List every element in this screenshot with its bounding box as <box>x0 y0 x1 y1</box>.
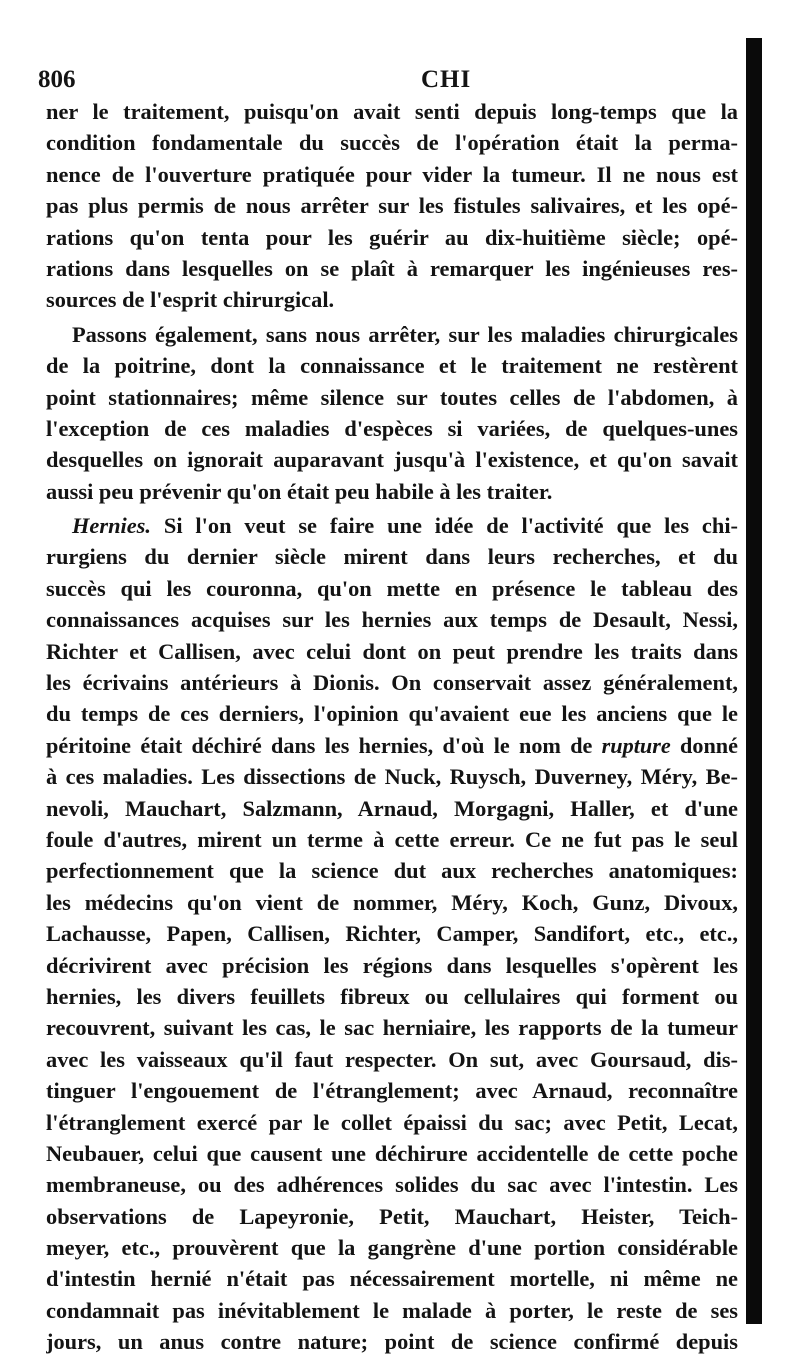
text-line: point stationnaires; même silence sur toutes celles de l'abdomen, à <box>46 384 738 410</box>
text-line <box>46 730 738 761</box>
text-line: rations dans lesquelles on se plaît à remarquer les ingénieuses res- <box>46 255 738 281</box>
text-line: condamnait pas inévitablement le malade à porter, le reste de ses <box>46 1297 738 1323</box>
text-line: recouvrent, suivant les cas, le sac herniaire, les rapports de la tumeur <box>46 1015 738 1041</box>
text-line: ner le traitement, puisqu'on avait senti depuis long-temps que la <box>46 99 738 124</box>
text-line: Richter et Callisen, avec celui dont on peut prendre les traits dans <box>46 638 738 664</box>
text-line: sources de l'esprit chirurgical. <box>46 287 335 313</box>
text-line: du temps de ces derniers, l'opinion qu'avaient eue les anciens que le <box>46 701 738 727</box>
page-edge-shadow <box>746 38 762 1324</box>
text-line: décrivirent avec précision les régions dans lesquelles s'opèrent les <box>46 952 738 978</box>
text-line: meyer, etc., prouvèrent que la gangrène d'une portion considérable <box>46 1235 738 1261</box>
text-segment: péritoine était déchiré dans les hernies, d'où le nom de <box>46 732 602 758</box>
text-line: connaissances acquises sur les hernies aux temps de Desault, Nessi, <box>46 607 738 633</box>
text-line: Neubauer, celui que causent une déchirure accidentelle de cette poche <box>46 1140 738 1166</box>
text-line: l'exception de ces maladies d'espèces si variées, de quelques-unes <box>46 415 738 441</box>
text-segment: donné <box>670 732 738 758</box>
text-line: les médecins qu'on vient de nommer, Méry, Koch, Gunz, Divoux, <box>46 889 738 915</box>
text-line: hernies, les divers feuillets fibreux ou cellulaires qui forment ou <box>46 983 738 1009</box>
text-line: Passons également, sans nous arrêter, sur les maladies chirurgicales <box>72 321 738 347</box>
text-line: tinguer l'engouement de l'étranglement; avec Arnaud, reconnaître <box>46 1078 738 1104</box>
text-line: membraneuse, ou des adhérences solides du sac avec l'intestin. Les <box>46 1172 738 1198</box>
text-line: pas plus permis de nous arrêter sur les fistules salivaires, et les opé- <box>46 193 738 219</box>
text-line: aussi peu prévenir qu'on était peu habile à les traiter. <box>46 478 553 504</box>
text-line: de la poitrine, dont la connaissance et le traitement ne restèrent <box>46 353 738 379</box>
text-line: rations qu'on tenta pour les guérir au dix-huitième siècle; opé- <box>46 224 738 250</box>
text-line: l'étranglement exercé par le collet épaissi du sac; avec Petit, Lecat, <box>46 1109 738 1135</box>
paragraph-2 <box>46 319 738 507</box>
text-line <box>46 510 738 541</box>
text-line: condition fondamentale du succès de l'opération était la perma- <box>46 130 738 156</box>
text-line: nence de l'ouverture pratiquée pour vider la tumeur. Il ne nous est <box>46 161 738 187</box>
text-line: desquelles on ignorait auparavant jusqu'à l'existence, et qu'on savait <box>46 447 738 473</box>
text-line: observations de Lapeyronie, Petit, Mauchart, Heister, Teich- <box>46 1203 738 1229</box>
text-line: Lachausse, Papen, Callisen, Richter, Camper, Sandifort, etc., etc., <box>46 921 738 947</box>
text-line: jours, un anus contre nature; point de science confirmé depuis <box>46 1329 738 1355</box>
paragraph-3 <box>46 510 738 1358</box>
text-line: avec les vaisseaux qu'il faut respecter. On sut, avec Goursaud, dis- <box>46 1046 738 1072</box>
text-line: d'intestin hernié n'était pas nécessairement mortelle, ni même ne <box>46 1266 738 1292</box>
running-head: CHI <box>421 66 472 93</box>
text-line: succès qui les couronna, qu'on mette en présence le tableau des <box>46 575 738 601</box>
text-segment: Si l'on veut se faire une idée de l'activité que les chi- <box>151 513 738 539</box>
text-line: les écrivains antérieurs à Dionis. On conservait assez généralement, <box>46 670 738 696</box>
text-line: perfectionnement que la science dut aux recherches anatomiques: <box>46 858 738 884</box>
page-number: 806 <box>38 66 76 93</box>
section-heading-hernies: Hernies. <box>72 513 151 539</box>
paragraph-1 <box>46 96 738 316</box>
body-text <box>46 96 738 1358</box>
text-line: à ces maladies. Les dissections de Nuck, Ruysch, Duverney, Méry, Be- <box>46 764 738 790</box>
text-line: nevoli, Mauchart, Salzmann, Arnaud, Morgagni, Haller, et d'une <box>46 795 738 821</box>
text-line: rurgiens du dernier siècle mirent dans leurs recherches, et du <box>46 544 738 570</box>
italic-term-rupture: rupture <box>601 732 671 758</box>
text-line: foule d'autres, mirent un terme à cette erreur. Ce ne fut pas le seul <box>46 826 738 852</box>
